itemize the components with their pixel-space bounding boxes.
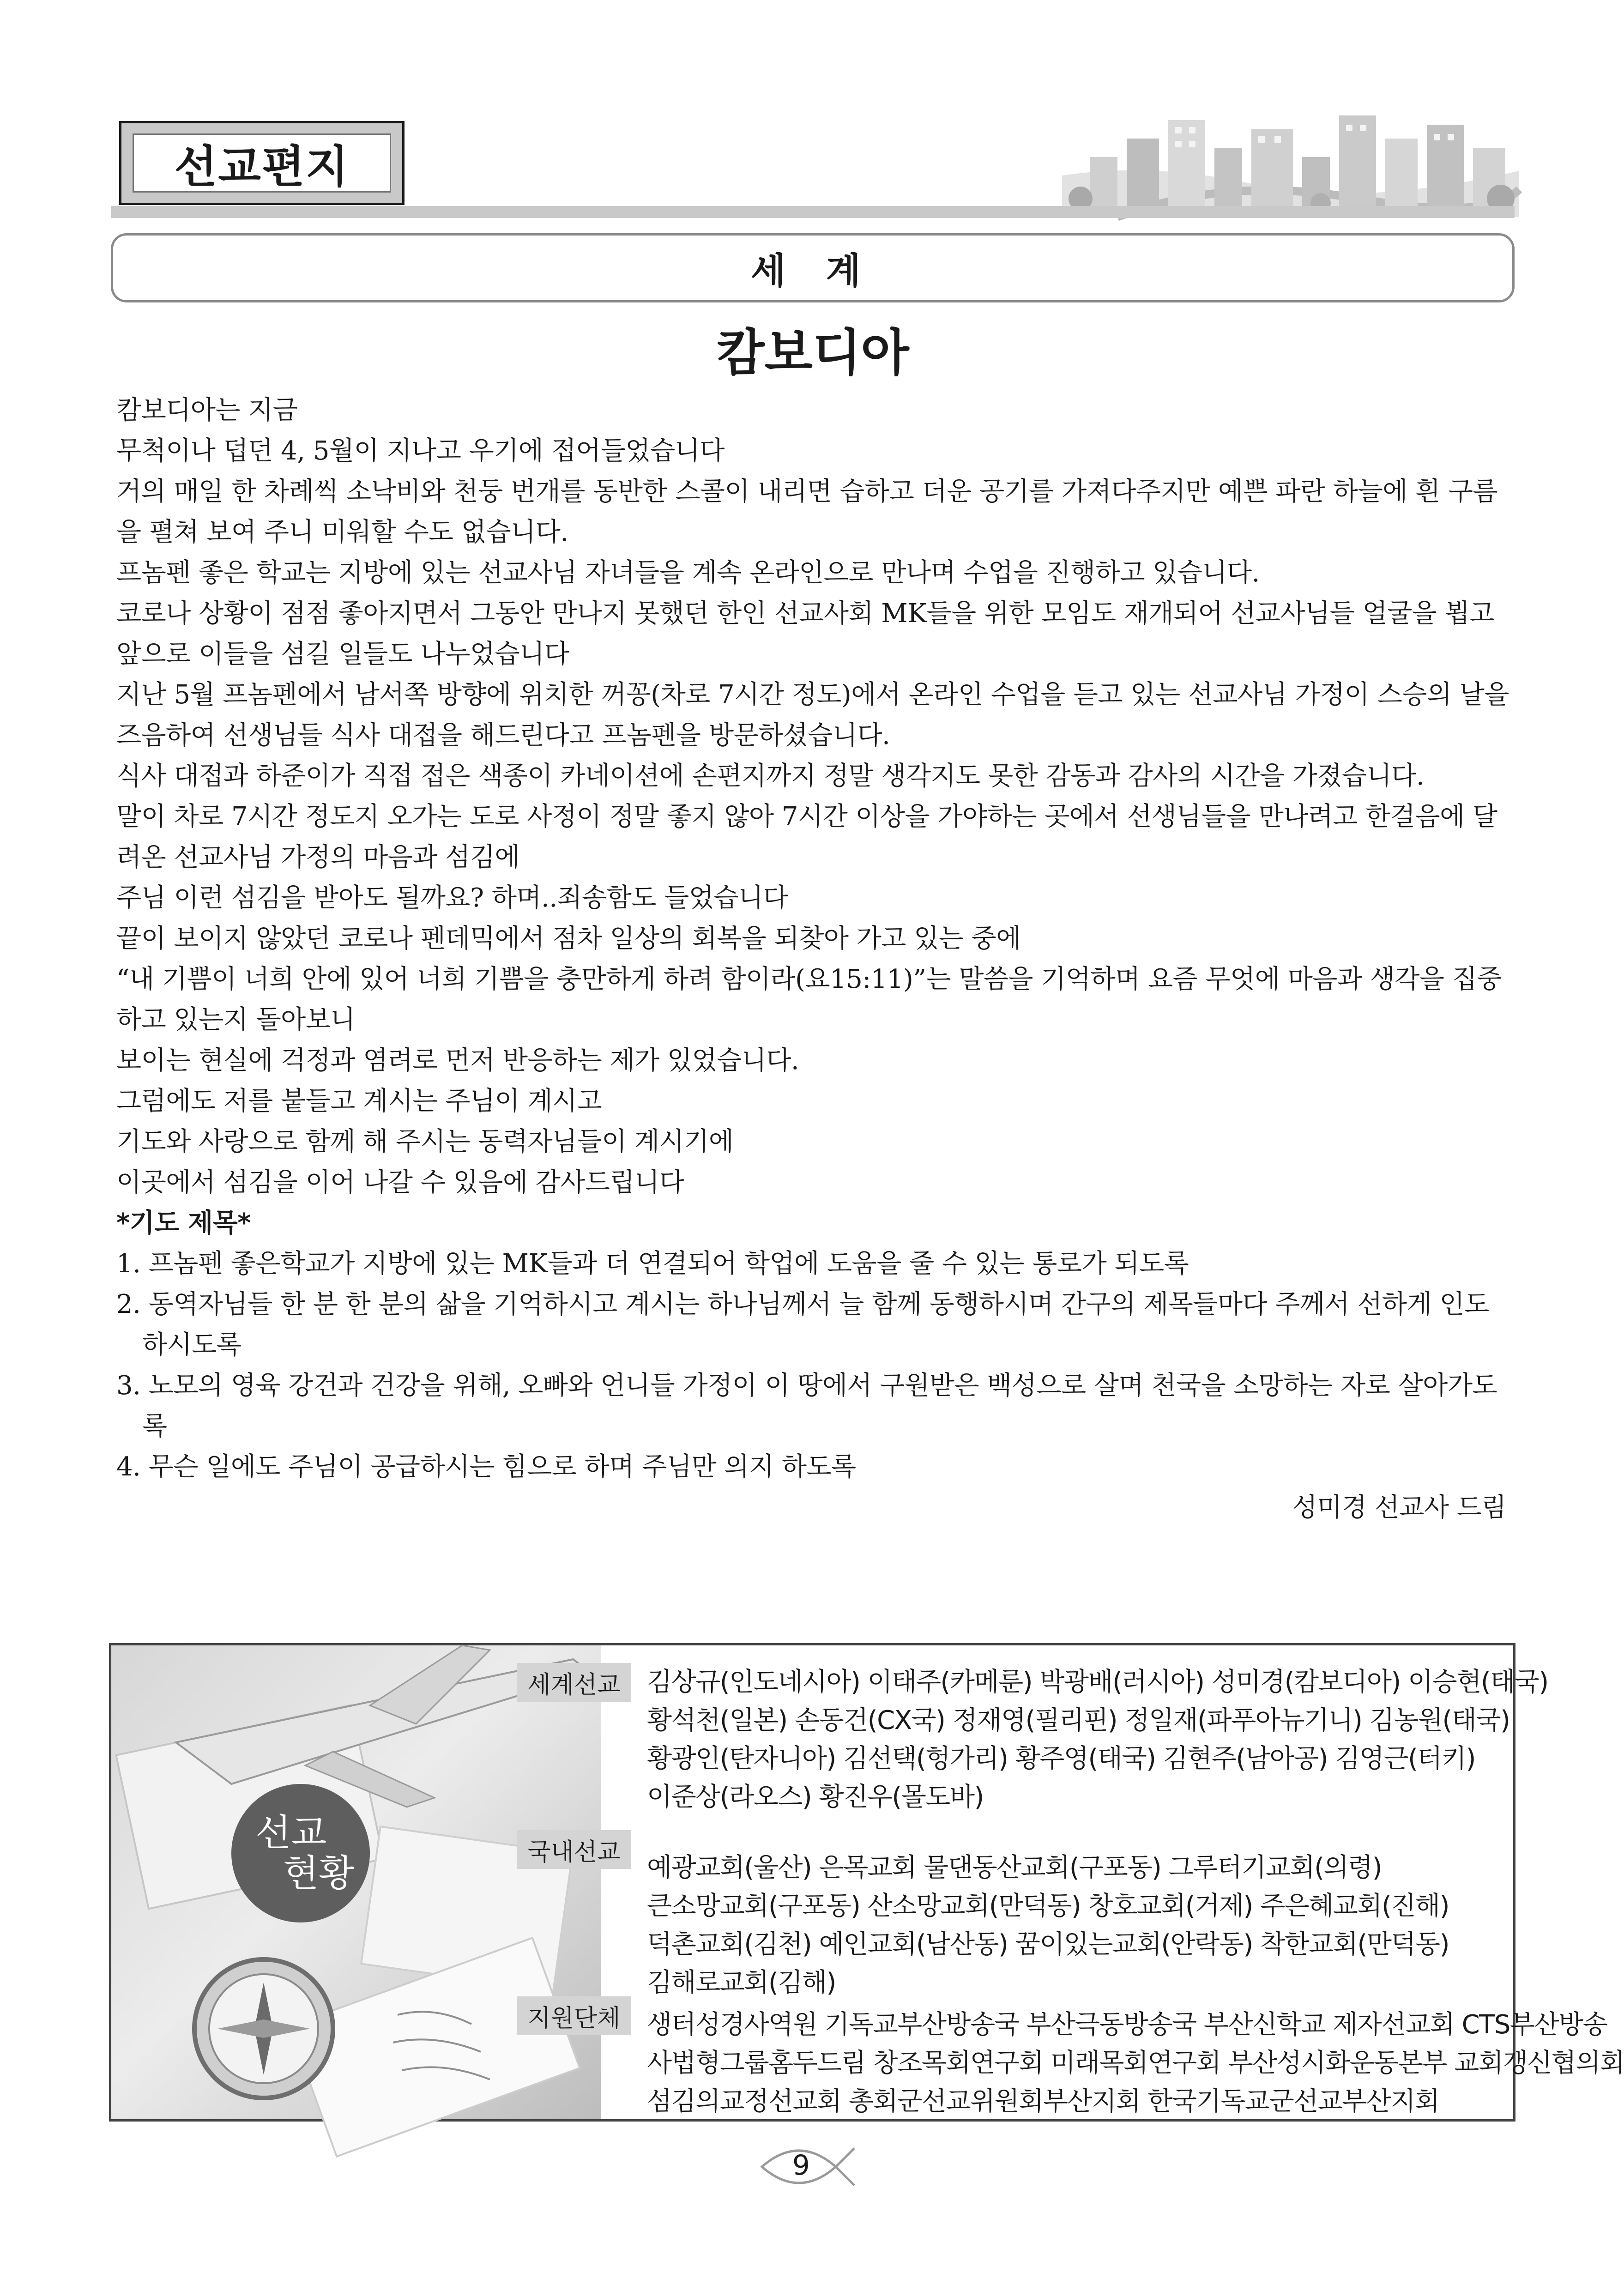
list-line: 김상규(인도네시아) 이태주(카메룬) 박광배(러시아) 성미경(캄보디아) 이승현(태국) xyxy=(647,1667,1548,1697)
prayer-item: 2. 동역자님들 한 분 한 분의 삶을 기억하시고 계시는 하나님께서 늘 함께 동행하시며 간구의 제목들마다 주께서 선하게 인도 하시도록 xyxy=(116,1289,1489,1360)
page-number-emblem xyxy=(757,2139,859,2194)
city-illustration xyxy=(1062,106,1519,217)
support-org-list xyxy=(647,2006,1624,2121)
prayer-item: 1. 프놈펜 좋은학교가 지방에 있는 MK들과 더 연결되어 학업에 도움을 줄 수 있는 통로가 되도록 xyxy=(116,1249,1189,1279)
letter-paragraph: 이곳에서 섬김을 이어 나갈 수 있음에 감사드립니다 xyxy=(116,1167,684,1197)
letter-paragraph: 보이는 현실에 걱정과 염려로 먼저 반응하는 제가 있었습니다. xyxy=(116,1046,799,1076)
letter-paragraph: 끝이 보이지 않았던 코로나 펜데믹에서 점차 일상의 회복을 되찾아 가고 있는 중에 xyxy=(116,924,1021,954)
list-line: 큰소망교회(구포동) 산소망교회(만덕동) 창호교회(거제) 주은혜교회(진해) xyxy=(647,1891,1449,1921)
domestic-mission-list xyxy=(647,1849,1510,2002)
support-org-label: 지원단체 xyxy=(517,1996,631,2035)
list-line: 섬김의교정선교회 총회군선교위원회부산지회 한국기독교군선교부산지회 xyxy=(647,2086,1439,2116)
world-mission-list xyxy=(647,1663,1548,1816)
mission-status-box xyxy=(109,1643,1624,2122)
badge-line: 선교 xyxy=(255,1811,327,1854)
letter-paragraph: 기도와 사랑으로 함께 해 주시는 동력자님들이 계시기에 xyxy=(116,1127,734,1157)
list-line: 김해로교회(김해) xyxy=(647,1968,836,1998)
letter-paragraph: 프놈펜 좋은 학교는 지방에 있는 선교사님 자녀들을 계속 온라인으로 만나며 수업을 진행하고 있습니다. xyxy=(116,558,1260,588)
list-line: 예광교회(울산) 은목교회 물댄동산교회(구포동) 그루터기교회(의령) xyxy=(647,1853,1382,1883)
letter-paragraph: 그럼에도 저를 붙들고 계시는 주님이 계시고 xyxy=(116,1086,602,1116)
domestic-mission-label: 국내선교 xyxy=(517,1830,631,1869)
section-label-box xyxy=(119,121,404,205)
letter-paragraph: 주님 이런 섬김을 받아도 될까요? 하며..죄송함도 들었습니다 xyxy=(116,883,788,913)
letter-paragraph: 캄보디아는 지금 xyxy=(116,395,298,425)
list-line: 이준상(라오스) 황진우(몰도바) xyxy=(647,1782,984,1812)
letter-paragraph: 무척이나 덥던 4, 5월이 지나고 우기에 접어들었습니다 xyxy=(116,436,724,466)
list-line: 사법형그룹홈두드림 창조목회연구회 미래목회연구회 부산성시화운동본부 교회갱신협의회 xyxy=(647,2048,1624,2078)
letter-paragraph: 식사 대접과 하준이가 직접 접은 색종이 카네이션에 손편지까지 정말 생각지도 못한 감동과 감사의 시간을 가졌습니다. xyxy=(116,761,1425,791)
world-mission-label: 세계선교 xyxy=(517,1663,631,1702)
mission-status-badge xyxy=(231,1784,370,1922)
category-bar: 세 계 xyxy=(111,233,1515,302)
letter-paragraph: 말이 차로 7시간 정도지 오가는 도로 사정이 정말 좋지 않아 7시간 이상을 가야하는 곳에서 선생님들을 만나려고 한걸음에 달려온 선교사님 가정의 마음과 섬김에 xyxy=(116,802,1497,872)
prayer-heading: *기도 제목* xyxy=(116,1208,251,1238)
letter-body xyxy=(116,390,1520,1528)
list-line: 덕촌교회(김천) 예인교회(남산동) 꿈이있는교회(안락동) 착한교회(만덕동) xyxy=(647,1929,1449,1959)
signature: 성미경 선교사 드림 xyxy=(1292,1493,1506,1523)
prayer-item: 3. 노모의 영육 강건과 건강을 위해, 오빠와 언니들 가정이 이 땅에서 구원받은 백성으로 살며 천국을 소망하는 자로 살아가도록 xyxy=(116,1371,1497,1441)
badge-line: 현황 xyxy=(283,1852,355,1895)
header-rule xyxy=(111,206,1515,218)
letter-paragraph: 코로나 상황이 점점 좋아지면서 그동안 만나지 못했던 한인 선교사회 MK들을 위한 모임도 재개되어 선교사님들 얼굴을 뵙고 앞으로 이들을 섬길 일들도 나누었습니다 xyxy=(116,598,1494,669)
list-line: 황석천(일본) 손동건(CX국) 정재영(필리핀) 정일재(파푸아뉴기니) 김농원(태국) xyxy=(647,1705,1510,1735)
prayer-item: 4. 무슨 일에도 주님이 공급하시는 힘으로 하며 주님만 의지 하도록 xyxy=(116,1452,856,1482)
country-title: 캄보디아 xyxy=(716,324,909,382)
page-number: 9 xyxy=(792,2149,810,2182)
list-line: 황광인(탄자니아) 김선택(헝가리) 황주영(태국) 김현주(남아공) 김영근(터키) xyxy=(647,1744,1475,1774)
section-label: 선교편지 xyxy=(133,133,391,193)
letter-paragraph: 지난 5월 프놈펜에서 남서쪽 방향에 위치한 꺼꽁(차로 7시간 정도)에서 온라인 수업을 듣고 있는 선교사님 가정이 스승의 날을 즈음하여 선생님들 식사 대접을 해드린다고 프놈펜을 방문하셨습니다. xyxy=(116,680,1509,750)
prayer-list xyxy=(116,1244,1520,1487)
letter-paragraph: “내 기쁨이 너희 안에 있어 너희 기쁨을 충만하게 하려 함이라(요15:11)”는 말씀을 기억하며 요즘 무엇에 마음과 생각을 집중하고 있는지 돌아보니 xyxy=(116,964,1502,1035)
letter-paragraph: 거의 매일 한 차례씩 소낙비와 천둥 번개를 동반한 스콜이 내리면 습하고 더운 공기를 가져다주지만 예쁜 파란 하늘에 흰 구름을 펼쳐 보여 주니 미워할 수도 없습니다. xyxy=(116,477,1498,547)
list-line: 생터성경사역원 기독교부산방송국 부산극동방송국 부산신학교 제자선교회 CTS부산방송 xyxy=(647,2010,1607,2040)
